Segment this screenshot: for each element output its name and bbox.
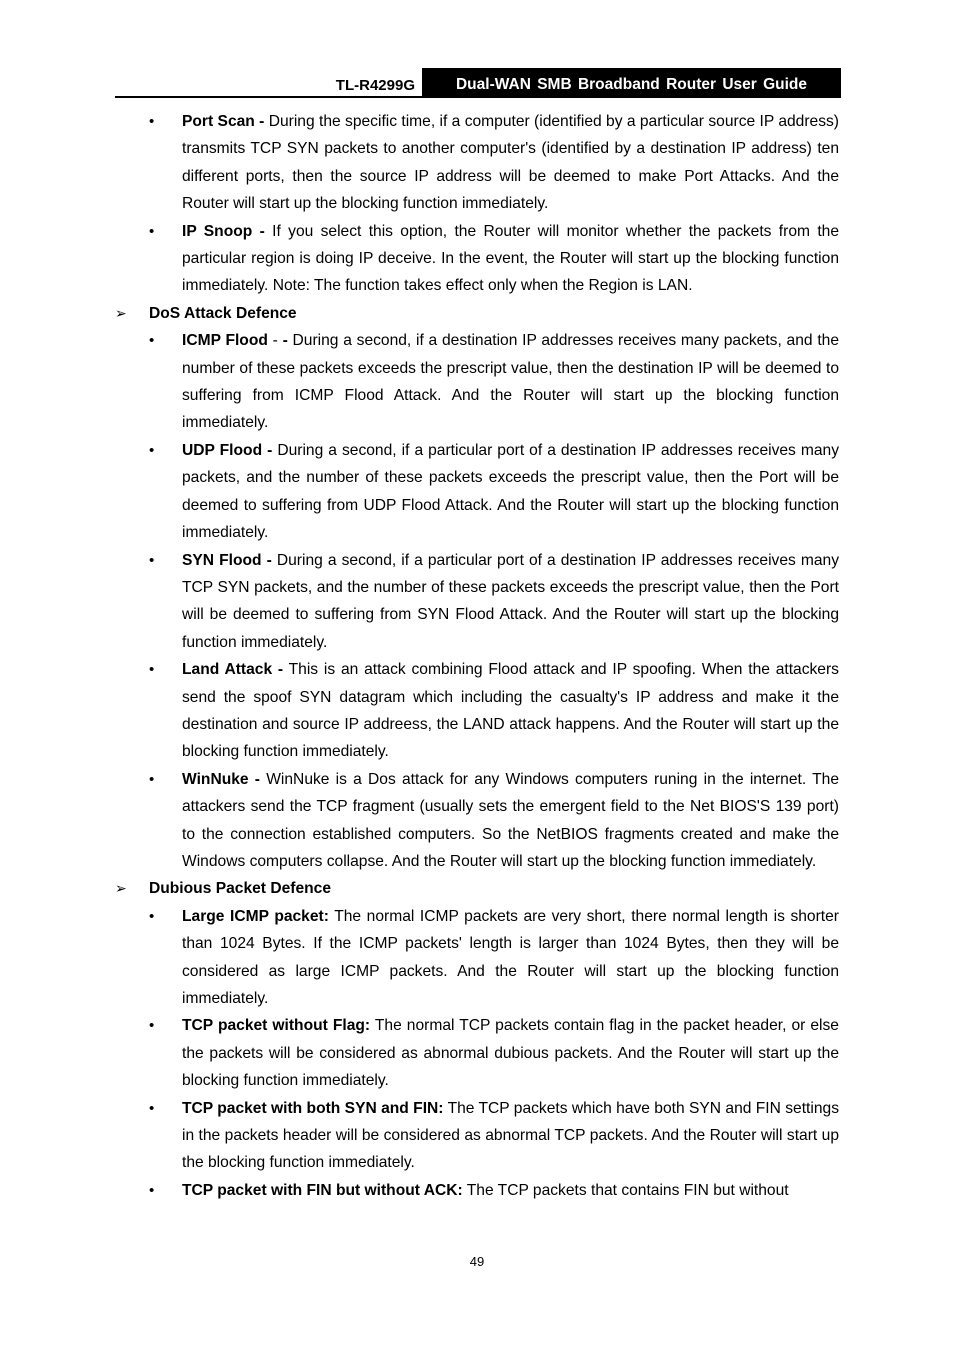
bullet-term: UDP Flood - [182,441,273,459]
guide-title: Dual-WAN SMB Broadband Router User Guide [422,68,841,97]
bullet-item [115,1177,839,1204]
bullet-term: TCP packet with both SYN and FIN: [182,1099,444,1117]
bullet-dot-icon: • [149,332,155,350]
bullet-text: During a second, if a particular port of a destination IP addresses receives many packets, and the number of these packets exceeds the prescript value, then the Port will be deemed to suffering from UDP Flood Attack. And the Router will start up the blocking function immediately. [182,441,839,542]
page-header [115,68,841,97]
bullet-item [115,656,839,766]
bullet-dot-icon: • [149,551,155,569]
bullet-dot-icon: • [149,1017,155,1035]
bullet-text: The TCP packets that contains FIN but without [466,1181,789,1199]
bullet-text: WinNuke is a Dos attack for any Windows computers runing in the internet. The attackers send the TCP fragment (usually sets the emergent field to the Net BIOS'S 139 port) to the connection established computers. So the NetBIOS fragments created and make the Windows computers collapse. And the Router will start up the blocking function immediately. [182,770,839,870]
bullet-text: During the specific time, if a computer (identified by a particular source IP address) transmits TCP SYN packets to another computer's (identified by a destination IP address) ten different ports, then the source IP address will be deemed to make Port Attacks. And the Router will start up the blocking function immediately. [182,113,839,213]
bullet-term: ICMP Flood [182,332,268,350]
bullet-term: TCP packet without Flag: [182,1017,371,1035]
section-heading-text: DoS Attack Defence [149,304,297,322]
bullet-dot-icon: • [149,907,155,925]
section-heading [115,875,839,902]
bullet-item [115,766,839,876]
arrow-bullet-icon: ➢ [115,304,127,321]
section-heading [115,300,839,327]
section-heading-text: Dubious Packet Defence [149,880,331,898]
bullet-term: SYN Flood - [182,551,272,569]
bullet-text: This is an attack combining Flood attack and IP spoofing. When the attackers send the spoof SYN datagram which including the casualty's IP address and make it the destination and source IP addreess, the LAND attack happens. And the Router will start up the blocking function immediately. [182,661,839,761]
bullet-item [115,327,839,437]
header-rule [115,96,841,98]
bullet-text: The TCP packets which have both SYN and FIN settings in the packets header will be considered as abnormal TCP packets. And the Router will start up the blocking function immediately. [182,1099,839,1172]
arrow-bullet-icon: ➢ [115,880,127,897]
bullet-text: The normal TCP packets contain flag in the packet header, or else the packets will be considered as abnormal dubious packets. And the Router will start up the blocking function immediately. [182,1017,839,1090]
bullet-item [115,437,839,547]
bullet-dot-icon: • [149,1181,155,1199]
bullet-item [115,903,839,1013]
page-number: 49 [469,1254,485,1269]
bullet-item [115,108,839,218]
bullet-term: WinNuke - [182,770,260,788]
term-separator: - [267,332,283,350]
bullet-item [115,1012,839,1094]
bullet-term: Large ICMP packet: [182,907,329,925]
model-name: TL-R4299G [335,77,415,94]
bullet-text: During a second, if a destination IP addresses receives many packets, and the number of these packets exceeds the prescript value, then the destination IP will be deemed to suffering from ICMP Flood Attack. And the Router will start up the blocking function immediately. [182,332,839,432]
bullet-term: TCP packet with FIN but without ACK: [182,1181,463,1199]
bullet-item [115,547,839,657]
bullet-item [115,1095,839,1177]
bullet-text: The normal ICMP packets are very short, there normal length is shorter than 1024 Bytes. If the ICMP packets' length is larger than 1024 Bytes, then they will be considered as large ICMP packets. And the Router will start up the blocking function immediately. [182,907,839,1007]
bullet-text: If you select this option, the Router will monitor whether the packets from the particular region is doing IP deceive. In the event, the Router will start up the blocking function immediately. Note: The function takes effect only when the Region is LAN. [182,222,839,295]
bullet-term-dash: - [282,332,288,350]
bullet-text: During a second, if a particular port of a destination IP addresses receives many TCP SYN packets, and the number of these packets exceeds the prescript value, then the Port will be deemed to suffering from SYN Flood Attack. And the Router will start up the blocking function immediately. [182,551,839,651]
bullet-term: Port Scan - [182,113,265,130]
bullet-dot-icon: • [149,1099,155,1117]
bullet-dot-icon: • [149,222,155,240]
bullet-item [115,218,839,300]
bullet-term: Land Attack - [182,661,284,679]
bullet-term: IP Snoop - [182,222,265,240]
bullet-dot-icon: • [149,441,155,459]
bullet-dot-icon: • [149,113,155,130]
bullet-dot-icon: • [149,661,155,679]
bullet-dot-icon: • [149,770,155,788]
document-body [115,108,839,1204]
